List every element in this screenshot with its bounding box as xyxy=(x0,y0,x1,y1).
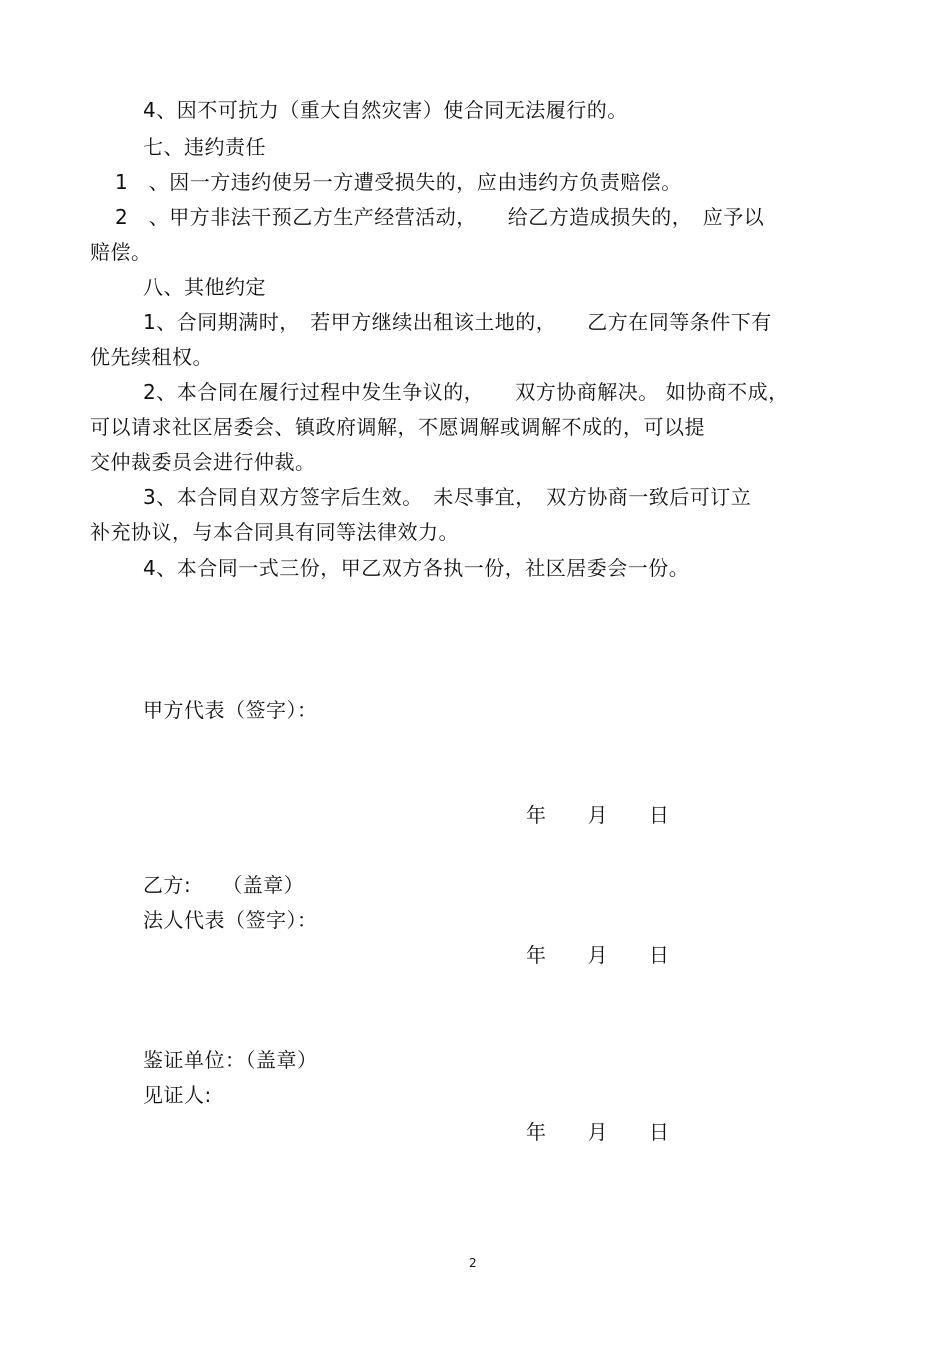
witness-label: 见证人: xyxy=(143,1083,212,1107)
section-heading-breach: 七、违约责任 xyxy=(143,135,266,159)
legal-rep-signature-label: 法人代表（签字）： xyxy=(143,908,318,932)
clause-breach-1: 1 、因一方违约使另一方遭受损失的，应由违约方负责赔偿。 xyxy=(115,170,682,194)
clause-other-1: 1、合同期满时， 若甲方继续出租该土地的， 乙方在同等条件下有 xyxy=(143,310,772,334)
clause-other-1-cont: 优先续租权。 xyxy=(90,345,213,369)
clause-other-2-cont-1: 可以请求社区居委会、镇政府调解，不愿调解或调解不成的，可以提 xyxy=(90,415,705,439)
date-line-3: 年 月 日 xyxy=(526,1120,670,1144)
verifier-seal-label: 鉴证单位：（盖章） xyxy=(143,1048,318,1072)
clause-force-majeure: 4、因不可抗力（重大自然灾害）使合同无法履行的。 xyxy=(143,98,628,122)
party-a-signature-label: 甲方代表（签字）： xyxy=(143,698,318,722)
clause-breach-2-cont: 赔偿。 xyxy=(90,240,152,264)
date-line-2: 年 月 日 xyxy=(526,943,670,967)
party-b-seal-label: 乙方: （盖章） xyxy=(143,873,305,897)
clause-other-3-cont: 补充协议，与本合同具有同等法律效力。 xyxy=(90,520,459,544)
clause-other-4: 4、本合同一式三份，甲乙双方各执一份，社区居委会一份。 xyxy=(143,556,690,580)
clause-other-2-cont-2: 交仲裁委员会进行仲裁。 xyxy=(90,450,316,474)
section-heading-other: 八、其他约定 xyxy=(143,275,266,299)
clause-breach-2: 2 、甲方非法干预乙方生产经营活动， 给乙方造成损失的， 应予以 xyxy=(115,205,765,229)
date-line-1: 年 月 日 xyxy=(526,803,670,827)
clause-other-3: 3、本合同自双方签字后生效。 未尽事宜， 双方协商一致后可订立 xyxy=(143,485,752,509)
clause-other-2: 2、本合同在履行过程中发生争议的， 双方协商解决。 如协商不成， xyxy=(143,380,789,404)
page-number: 2 xyxy=(469,1256,477,1270)
